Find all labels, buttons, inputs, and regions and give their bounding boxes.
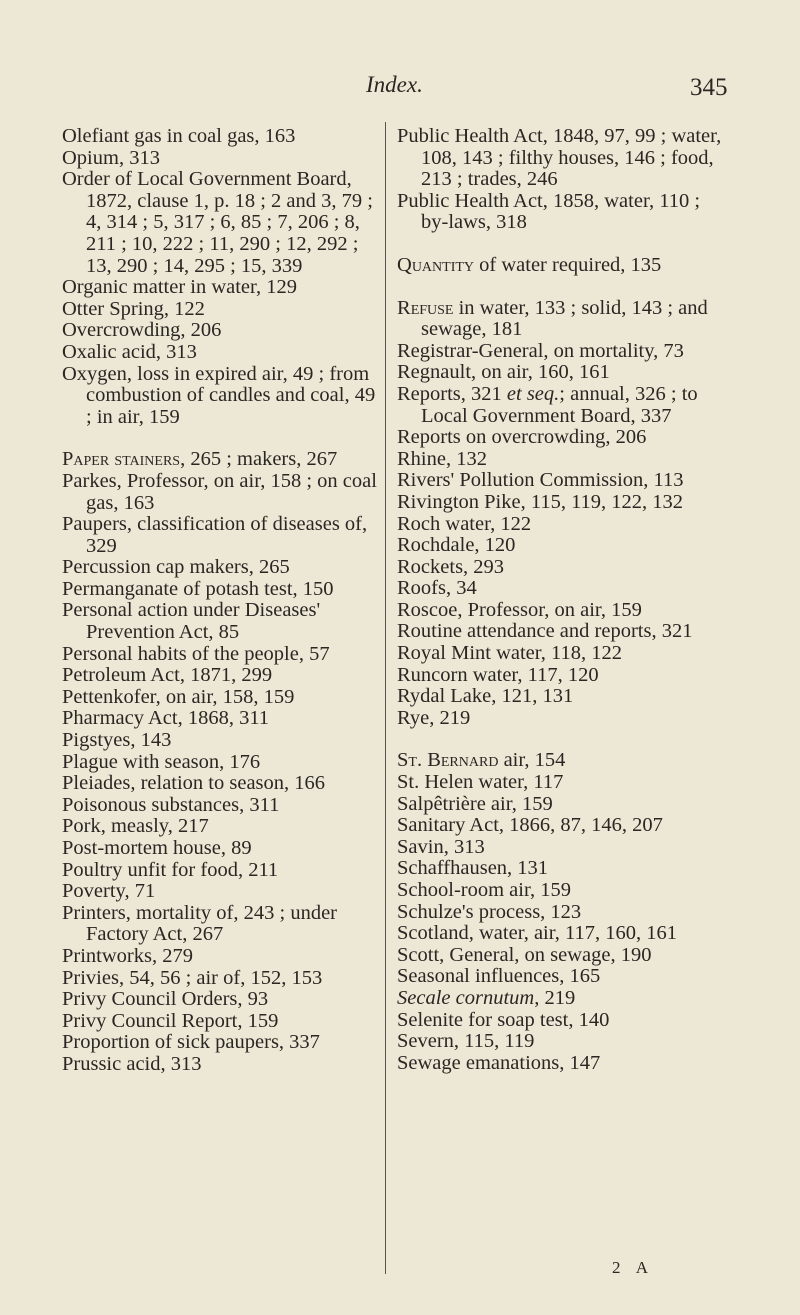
index-entry: [397, 384, 732, 427]
index-entry: [397, 255, 732, 277]
index-entry: [397, 427, 732, 449]
index-entry-text: Percussion cap makers, 265: [62, 556, 290, 579]
index-entry-text: Otter Spring, 122: [62, 297, 205, 320]
index-entry: [62, 989, 382, 1011]
index-entry: [62, 816, 382, 838]
index-entry-text: Plague with season, 176: [62, 750, 261, 773]
index-entry-cap: Q: [397, 253, 412, 276]
index-entry-text: School-room air, 159: [397, 879, 571, 901]
index-entry-text: Opium, 313: [62, 146, 160, 169]
index-entry-it: Secale cornutum: [397, 986, 535, 1009]
index-entry-text: St. Helen water, 117: [397, 771, 564, 794]
index-entry: [397, 665, 732, 687]
index-entry: [397, 708, 732, 730]
index-entry: [397, 449, 732, 471]
index-entry: [397, 858, 732, 880]
index-entry-text: Parkes, Professor, on air, 158 ; on coal gas, 163: [62, 469, 377, 514]
index-entry: [62, 320, 382, 342]
index-entry-text: Personal action under Diseases' Prevention Act, 85: [62, 599, 321, 644]
index-entry: [397, 514, 732, 536]
index-entry-text: Savin, 313: [397, 835, 485, 858]
index-entry-text: Reports on overcrowding, 206: [397, 426, 647, 449]
page-number: 345: [690, 74, 728, 101]
index-entry-text: Selenite for soap test, 140: [397, 1008, 610, 1031]
index-entry: [397, 557, 732, 579]
index-entry-text: Proportion of sick paupers, 337: [62, 1031, 320, 1054]
index-entry: [62, 126, 382, 148]
index-entry-text: Personal habits of the people, 57: [62, 642, 330, 665]
index-entry-text: Pork, measly, 217: [62, 815, 209, 838]
index-entry: [62, 752, 382, 774]
index-entry-text: Rye, 219: [397, 706, 471, 729]
index-entry-text: Poisonous substances, 311: [62, 793, 280, 816]
index-entry-sc: t. Bernard: [408, 749, 499, 772]
index-entry: [397, 1010, 732, 1032]
index-entry-rest: ; annual, 326 ; to Local Government Board, 337: [421, 382, 698, 427]
index-entry-rest: in water, 133 ; solid, 143 ; and sewage, 181: [421, 296, 708, 341]
index-entry: [397, 880, 732, 902]
index-entry-text: Schulze's process, 123: [397, 900, 582, 923]
index-entry-text: Prussic acid, 313: [62, 1052, 202, 1075]
index-entry-text: Rockets, 293: [397, 555, 505, 578]
index-entry-text: Public Health Act, 1858, water, 110 ; by-laws, 318: [397, 189, 701, 234]
index-entry: [397, 341, 732, 363]
index-entry: [62, 169, 382, 277]
index-entry-text: Roch water, 122: [397, 512, 532, 535]
index-entry-text: Oxygen, loss in expired air, 49 ; from combustion of candles and coal, 49 ; in air, 159: [62, 362, 376, 428]
index-entry: [62, 471, 382, 514]
index-entry-text: Schaffhausen, 131: [397, 857, 549, 880]
index-entry-text: Organic matter in water, 129: [62, 276, 298, 299]
index-entry-pre: Reports, 321: [397, 382, 507, 405]
index-entry-text: Petroleum Act, 1871, 299: [62, 664, 273, 687]
index-entry-text: Printers, mortality of, 243 ; under Factory Act, 267: [62, 901, 337, 946]
index-entry: [62, 903, 382, 946]
index-entry: [62, 730, 382, 752]
index-entry: [62, 449, 382, 471]
signature-mark: 2 A: [612, 1258, 655, 1277]
index-entry: [62, 299, 382, 321]
index-entry-text: Overcrowding, 206: [62, 319, 222, 342]
index-entry: [397, 578, 732, 600]
index-entry: [397, 923, 732, 945]
index-entry: [397, 815, 732, 837]
index-entry: [62, 860, 382, 882]
index-entry-rest: , 265 ; makers, 267: [180, 448, 338, 471]
column-divider: [385, 122, 386, 1274]
index-entry-text: Post-mortem house, 89: [62, 837, 252, 859]
index-entry: [62, 579, 382, 601]
index-entry-text: Paupers, classification of diseases of, 329: [62, 513, 368, 557]
index-entry: [397, 126, 732, 191]
index-entry: [397, 750, 732, 772]
index-entry-text: Salpêtrière air, 159: [397, 792, 553, 815]
index-entry-text: Rhine, 132: [397, 447, 487, 470]
index-entry: [62, 1011, 382, 1033]
index-entry: [397, 492, 732, 514]
index-entry-text: Pettenkofer, on air, 158, 159: [62, 685, 295, 708]
index-entry: [397, 535, 732, 557]
index-entry-text: Pleiades, relation to season, 166: [62, 772, 326, 795]
index-entry-text: Roofs, 34: [397, 577, 477, 600]
index-entry-rest: , 219: [534, 986, 576, 1009]
index-entry-text: Rivers' Pollution Commission, 113: [397, 469, 684, 492]
index-entry: [397, 772, 732, 794]
index-entry-it: et seq.: [506, 382, 560, 405]
index-entry-text: Rochdale, 120: [397, 534, 516, 557]
index-entry-rest: air, 154: [498, 749, 566, 772]
index-entry: [62, 148, 382, 170]
index-entry: [62, 708, 382, 730]
index-entry: [397, 191, 732, 234]
index-entry-cap: S: [397, 749, 409, 772]
index-entry-sc: efuse: [410, 296, 454, 319]
index-entry: [62, 600, 382, 643]
index-entry: [397, 643, 732, 665]
index-entry: [62, 795, 382, 817]
index-entry: [397, 362, 732, 384]
index-entry: [397, 902, 732, 924]
index-entry-text: Routine attendance and reports, 321: [397, 620, 693, 643]
index-entry-text: Seasonal influences, 165: [397, 965, 601, 988]
index-entry-text: Order of Local Government Board, 1872, clause 1, p. 18 ; 2 and 3, 79 ; 4, 314 ; 5, 317 ; 6, 85 ; 7, 206 ; 8, 211 ; 10, 222 ; 11, 290 ; 12, 292 ; 13, 290 ; 14, 295 ; 15, 339: [62, 168, 373, 277]
index-entry: [397, 1053, 732, 1075]
index-entry: [397, 1031, 732, 1053]
index-entry-cap: R: [397, 296, 411, 319]
index-entry: [62, 342, 382, 364]
index-entry-sc: uantity: [411, 253, 475, 276]
index-entry-text: Printworks, 279: [62, 944, 193, 967]
index-entry: [62, 557, 382, 579]
index-entry-text: Scott, General, on sewage, 190: [397, 943, 652, 966]
index-entry: [62, 644, 382, 666]
index-entry-text: Privy Council Report, 159: [62, 1009, 279, 1032]
index-entry-text: Privy Council Orders, 93: [62, 988, 269, 1011]
index-entry-text: Runcorn water, 117, 120: [397, 663, 599, 686]
index-entry: [62, 881, 382, 903]
index-entry-text: Poverty, 71: [62, 880, 156, 903]
index-entry-text: Scotland, water, air, 117, 160, 161: [397, 922, 677, 945]
index-entry-text: Sewage emanations, 147: [397, 1051, 601, 1074]
index-entry: [62, 968, 382, 990]
index-entry: [62, 1032, 382, 1054]
index-entry: [62, 277, 382, 299]
index-entry-text: Public Health Act, 1848, 97, 99 ; water, 108, 143 ; filthy houses, 146 ; food, 213 ; trades, 246: [397, 125, 722, 191]
index-entry-text: Permanganate of potash test, 150: [62, 577, 334, 600]
index-entry-text: Olefiant gas in coal gas, 163: [62, 125, 296, 147]
index-entry: [397, 600, 732, 622]
index-entry-text: Rivington Pike, 115, 119, 122, 132: [397, 490, 684, 513]
index-entry: [397, 966, 732, 988]
index-entry: [62, 687, 382, 709]
index-entry: [397, 298, 732, 341]
index-entry: [62, 364, 382, 429]
index-entry: [397, 470, 732, 492]
index-entry: [62, 1054, 382, 1076]
index-entry: [62, 773, 382, 795]
index-entry: [397, 794, 732, 816]
index-entry-text: Registrar-General, on mortality, 73: [397, 339, 684, 362]
index-entry: [62, 946, 382, 968]
index-entry-rest: of water required, 135: [474, 253, 662, 276]
index-entry-text: Regnault, on air, 160, 161: [397, 361, 610, 384]
index-entry-text: Pharmacy Act, 1868, 311: [62, 707, 270, 730]
index-entry-text: Roscoe, Professor, on air, 159: [397, 598, 642, 621]
index-column-right: [397, 126, 732, 1074]
index-entry: [397, 621, 732, 643]
index-entry-sc: aper stainers: [73, 448, 181, 471]
index-entry: [397, 988, 732, 1010]
index-entry-text: Sanitary Act, 1866, 87, 146, 207: [397, 814, 663, 837]
index-entry: [397, 945, 732, 967]
index-entry-text: Oxalic acid, 313: [62, 340, 197, 363]
index-entry-text: Poultry unfit for food, 211: [62, 858, 279, 881]
index-entry: [397, 837, 732, 859]
index-entry-text: Pigstyes, 143: [62, 729, 172, 752]
index-entry-text: Privies, 54, 56 ; air of, 152, 153: [62, 966, 323, 989]
index-entry-text: Royal Mint water, 118, 122: [397, 642, 623, 665]
index-entry-cap: P: [62, 448, 74, 471]
index-entry: [62, 665, 382, 687]
index-column-left: [62, 126, 382, 1076]
index-entry: [62, 514, 382, 557]
index-entry-text: Rydal Lake, 121, 131: [397, 685, 574, 708]
index-entry: [62, 838, 382, 860]
index-entry-text: Severn, 115, 119: [397, 1030, 535, 1053]
index-entry: [397, 686, 732, 708]
running-head-title: Index.: [366, 72, 423, 97]
